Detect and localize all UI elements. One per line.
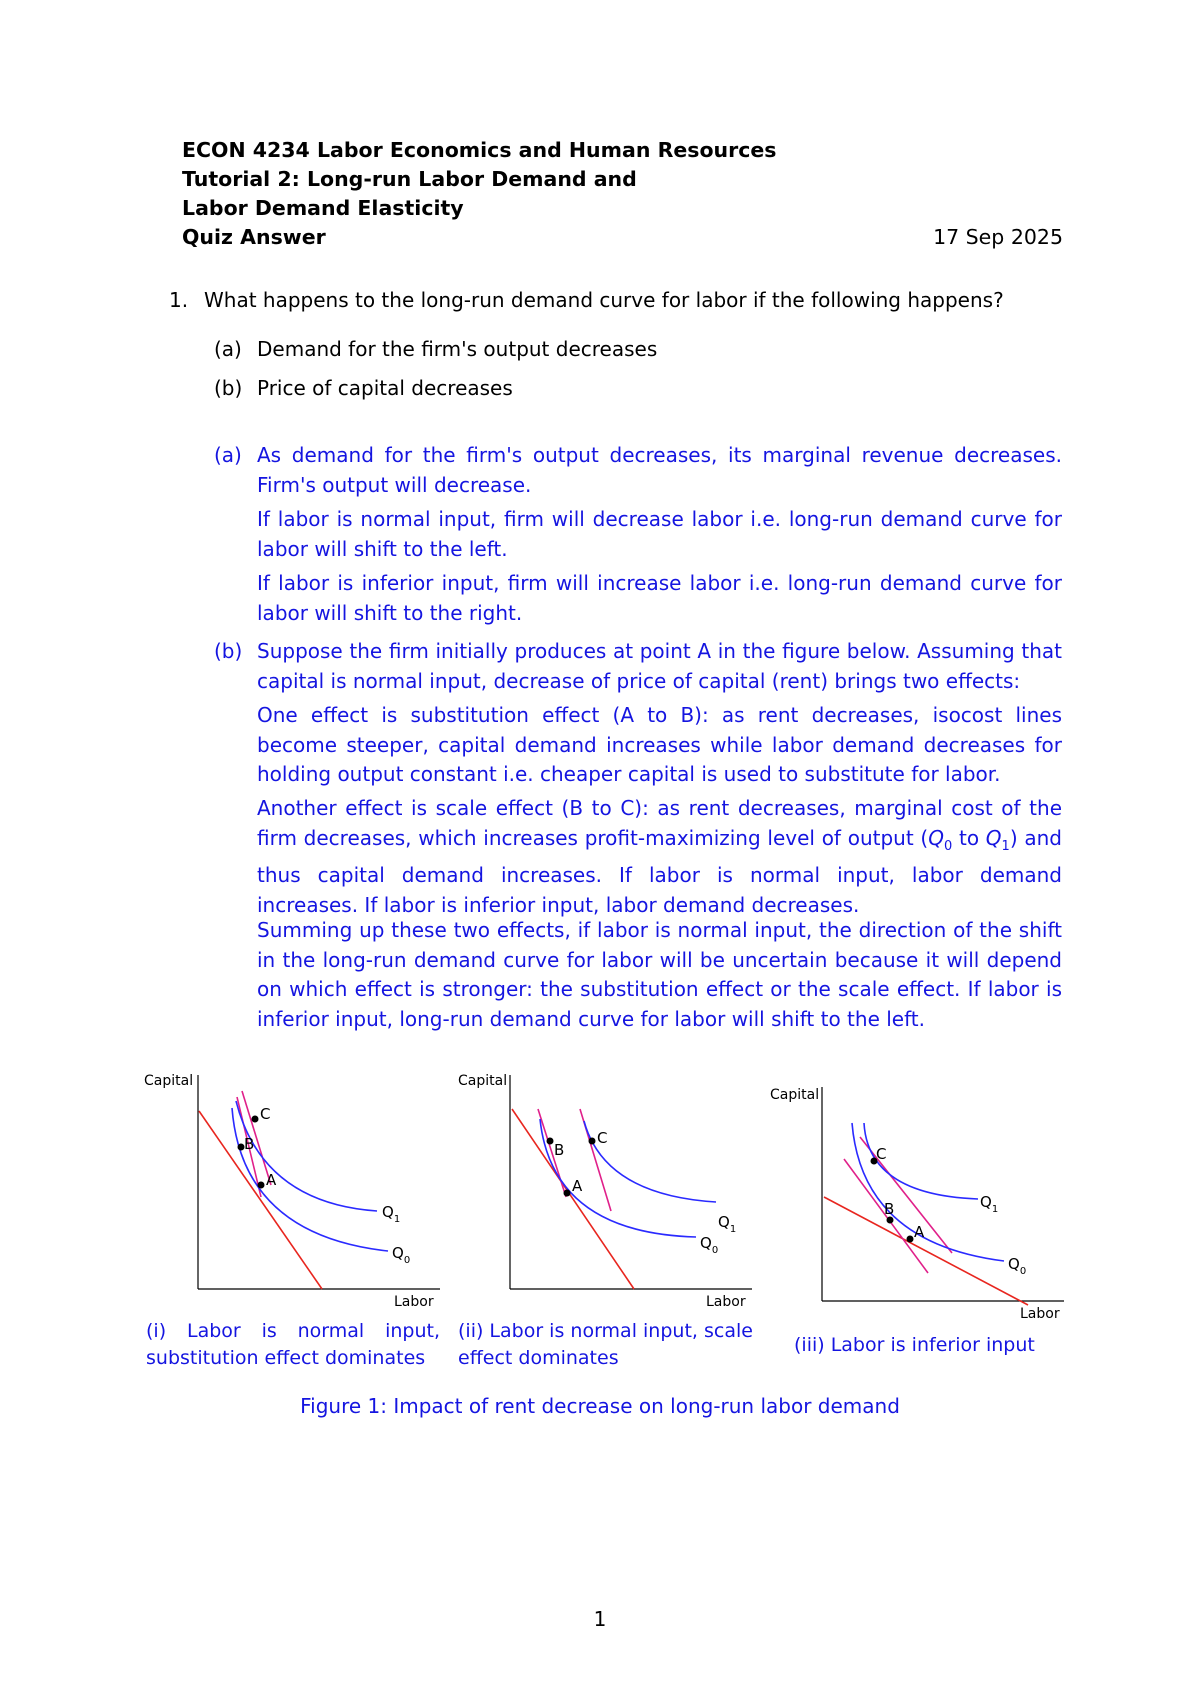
course-title: ECON 4234 Labor Economics and Human Resources [182,138,777,162]
point-b-label: B [244,1135,255,1153]
question-part-b-text: Price of capital decreases [257,376,513,400]
answer-a-p2: If labor is normal input, firm will decrease labor i.e. long-run demand curve for labor will shift to the left. [257,507,1062,561]
isocost-old-line [199,1111,322,1289]
q0-label: $Q_0$ [392,1244,411,1266]
page-number: 1 [593,1607,607,1631]
q1-label: $Q_1$ [980,1193,999,1215]
answer-a-p1: As demand for the firm's output decreases, its marginal revenue decreases. Firm's output will decrease. [257,443,1062,497]
point-a-label: A [572,1177,583,1195]
question-text: What happens to the long-run demand curve for labor if the following happens? [204,288,1004,312]
x-axis-label: Labor [1020,1306,1060,1322]
point-c-label: C [876,1145,887,1163]
answer-a-p3: If labor is inferior input, firm will increase labor i.e. long-run demand curve for labor will shift to the right. [257,571,1062,625]
point-c-label: C [597,1129,608,1147]
q0-label: $Q_0$ [700,1234,719,1256]
y-axis-label: Capital [770,1087,820,1103]
x-axis-label: Labor [394,1294,434,1310]
point-c-marker [252,1116,259,1123]
point-c-marker [589,1138,596,1145]
figure-iii-caption: (iii) Labor is inferior input [794,1334,1035,1356]
tutorial-title-line2: Labor Demand Elasticity [182,196,464,220]
point-a-marker [564,1190,571,1197]
answer-b-label: (b) [214,639,243,663]
point-a-label: A [266,1171,277,1189]
point-a-marker [907,1236,914,1243]
answer-b-p3: Another effect is scale effect (B to C): as rent decreases, marginal cost of the firm decreases, which increases profit-maximizing level of output ($Q_0$ to $Q_1$) and thus capital demand increases. If labor is normal input, labor demand increases. If labor is inferior input, labor demand decreases. [257,796,1062,917]
figure-i-caption: (i) Labor is normal input, substitution effect dominates [146,1320,440,1369]
figure-caption: Figure 1: Impact of rent decrease on long-run labor demand [300,1394,900,1418]
point-b-label: B [554,1141,565,1159]
q1-label: $Q_1$ [718,1213,737,1235]
isoquant-q0-curve [540,1119,696,1237]
isoquant-q0-curve [232,1108,388,1251]
x-axis-label: Labor [706,1294,746,1310]
quiz-label: Quiz Answer [182,225,326,249]
figure-ii-caption: (ii) Labor is normal input, scale effect dominates [458,1320,753,1369]
isocost-old-line [512,1109,634,1289]
q0-label: $Q_0$ [1008,1255,1027,1277]
answer-b-p1: Suppose the firm initially produces at point A in the figure below. Assuming that capital is normal input, decrease of price of capital (rent) brings two effects: [257,639,1062,693]
point-b-label: B [884,1200,895,1218]
figure-ii [456,1065,766,1315]
question-number: 1. [169,288,189,312]
point-c-label: C [260,1105,271,1123]
y-axis-label: Capital [144,1073,194,1089]
y-axis-label: Capital [458,1073,508,1089]
tutorial-title-line1: Tutorial 2: Long-run Labor Demand and [182,167,637,191]
answer-b-p4: Summing up these two effects, if labor is normal input, the direction of the shift in the long-run demand curve for labor will be uncertain because it will depend on which effect is stronger: the substitution effect or the scale effect. If labor is inferior input, long-run demand curve for labor will shift to the left. [257,918,1062,1031]
figure-iii [766,1077,1076,1327]
date: 17 Sep 2025 [933,225,1063,249]
q1-label: $Q_1$ [382,1203,401,1225]
point-b-marker [547,1138,554,1145]
figure-i [140,1065,450,1315]
answer-b-p2: One effect is substitution effect (A to B): as rent decreases, isocost lines become steeper, capital demand increases while labor demand decreases for holding output constant i.e. cheaper capital is used to substitute for labor. [257,703,1062,786]
point-a-label: A [914,1223,925,1241]
question-part-a-label: (a) [214,337,242,361]
point-a-marker [258,1182,265,1189]
answer-a-label: (a) [214,443,242,467]
question-part-b-label: (b) [214,376,243,400]
question-part-a-text: Demand for the firm's output decreases [257,337,658,361]
